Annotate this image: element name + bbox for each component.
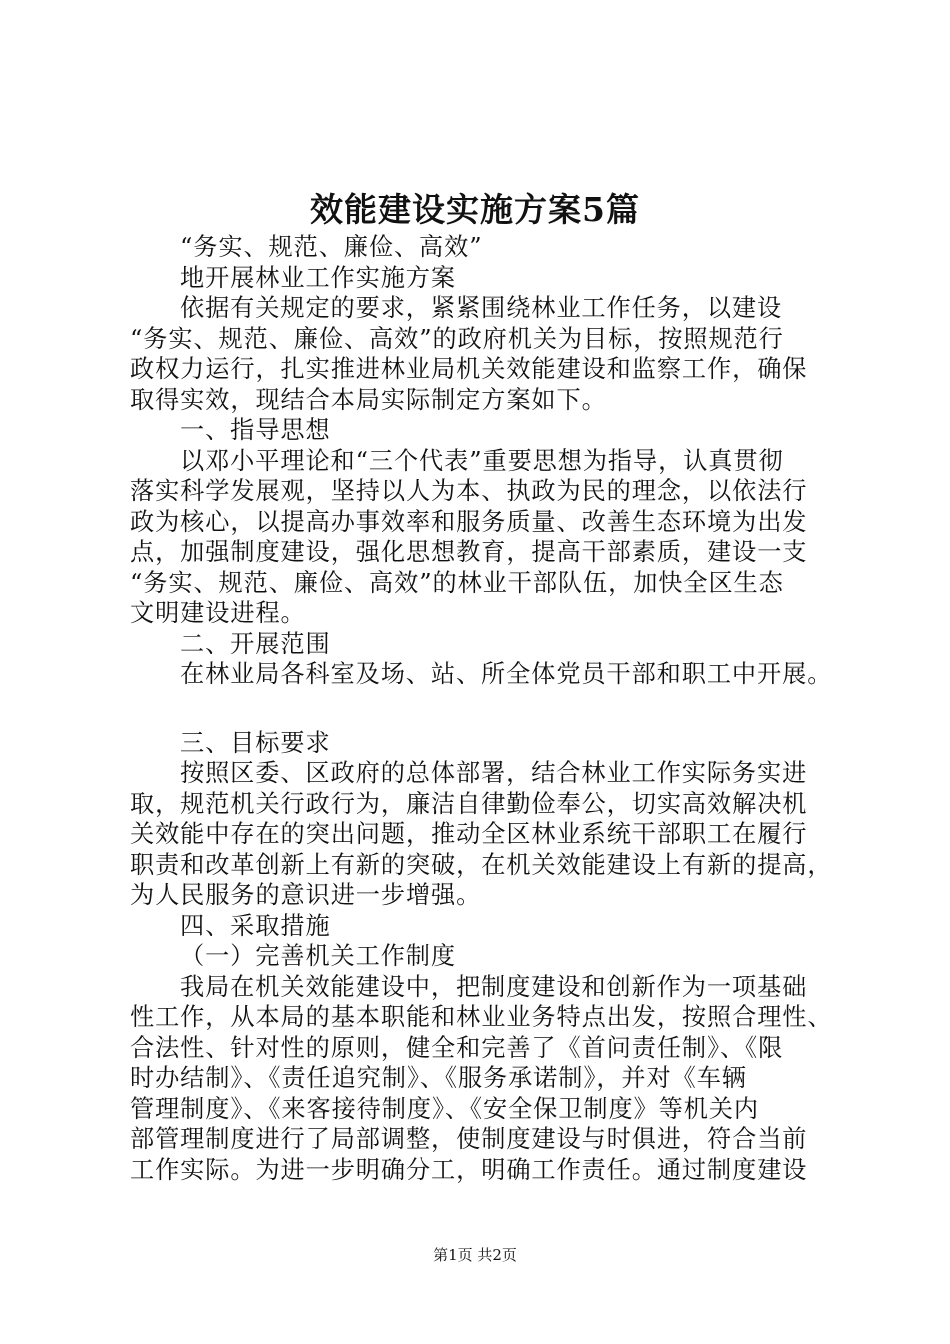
text-line: 取得实效，现结合本局实际制定方案如下。: [130, 385, 607, 414]
section-heading: 一、指导思想: [180, 416, 331, 444]
paragraph-start: 在林业局各科室及场、站、所全体党员干部和职工中开展。: [180, 660, 833, 688]
text-line: “务实、规范、廉俭、高效”的政府机关为目标，按照规范行: [130, 324, 784, 353]
text-line: 时办结制》、《责任追究制》、《服务承诺制》，并对《车辆: [130, 1064, 747, 1092]
subsection-heading: （一）完善机关工作制度: [180, 942, 456, 970]
blank-line: [130, 690, 846, 728]
section-heading: 三、目标要求: [180, 728, 331, 757]
text-line: 管理制度》、《来客接待制度》、《安全保卫制度》等机关内: [130, 1094, 759, 1123]
page-footer: 第1页 共2页: [433, 1246, 517, 1264]
text-line: “务实、规范、廉俭、高效”: [180, 233, 483, 261]
document-body: [130, 232, 846, 1185]
text-line: 性工作，从本局的基本职能和林业业务特点出发，按照合理性、: [130, 1003, 833, 1031]
document-title: 效能建设实施方案5篇: [310, 190, 640, 229]
text-line: 文明建设进程。: [130, 599, 306, 627]
text-line: 工作实际。为进一步明确分工，明确工作责任。通过制度建设: [130, 1155, 808, 1184]
text-line: 政权力运行，扎实推进林业局机关效能建设和监察工作，确保: [130, 355, 808, 383]
paragraph-start: 按照区委、区政府的总体部署，结合林业工作实际务实进: [180, 759, 808, 787]
text-line: 为人民服务的意识进一步增强。: [130, 881, 482, 909]
text-line: 点，加强制度建设，强化思想教育，提高干部素质，建设一支: [130, 538, 808, 566]
section-heading: 四、采取措施: [180, 911, 331, 940]
text-line: 关效能中存在的突出问题，推动全区林业系统干部职工在履行: [130, 820, 808, 848]
text-line: 地开展林业工作实施方案: [180, 263, 456, 292]
text-line: 政为核心，以提高办事效率和服务质量、改善生态环境为出发: [130, 507, 808, 536]
text-line: 落实科学发展观，坚持以人为本、执政为民的理念，以依法行: [130, 477, 808, 505]
section-heading: 二、开展范围: [180, 629, 331, 658]
text-line: 部管理制度进行了局部调整，使制度建设与时俱进，符合当前: [130, 1125, 808, 1153]
paragraph-start: 依据有关规定的要求，紧紧围绕林业工作任务，以建设: [180, 294, 783, 322]
text-line: “务实、规范、廉俭、高效”的林业干部队伍，加快全区生态: [130, 568, 784, 597]
text-line: 职责和改革创新上有新的突破，在机关效能建设上有新的提高，: [130, 850, 833, 879]
text-line: 取，规范机关行政行为，廉洁自律勤俭奉公，切实高效解决机: [130, 789, 808, 818]
text-line: 合法性、针对性的原则，健全和完善了《首问责任制》、《限: [130, 1033, 784, 1062]
paragraph-start: 以邓小平理论和“三个代表”重要思想为指导，认真贯彻: [180, 446, 784, 475]
paragraph-start: 我局在机关效能建设中，把制度建设和创新作为一项基础: [180, 972, 808, 1001]
